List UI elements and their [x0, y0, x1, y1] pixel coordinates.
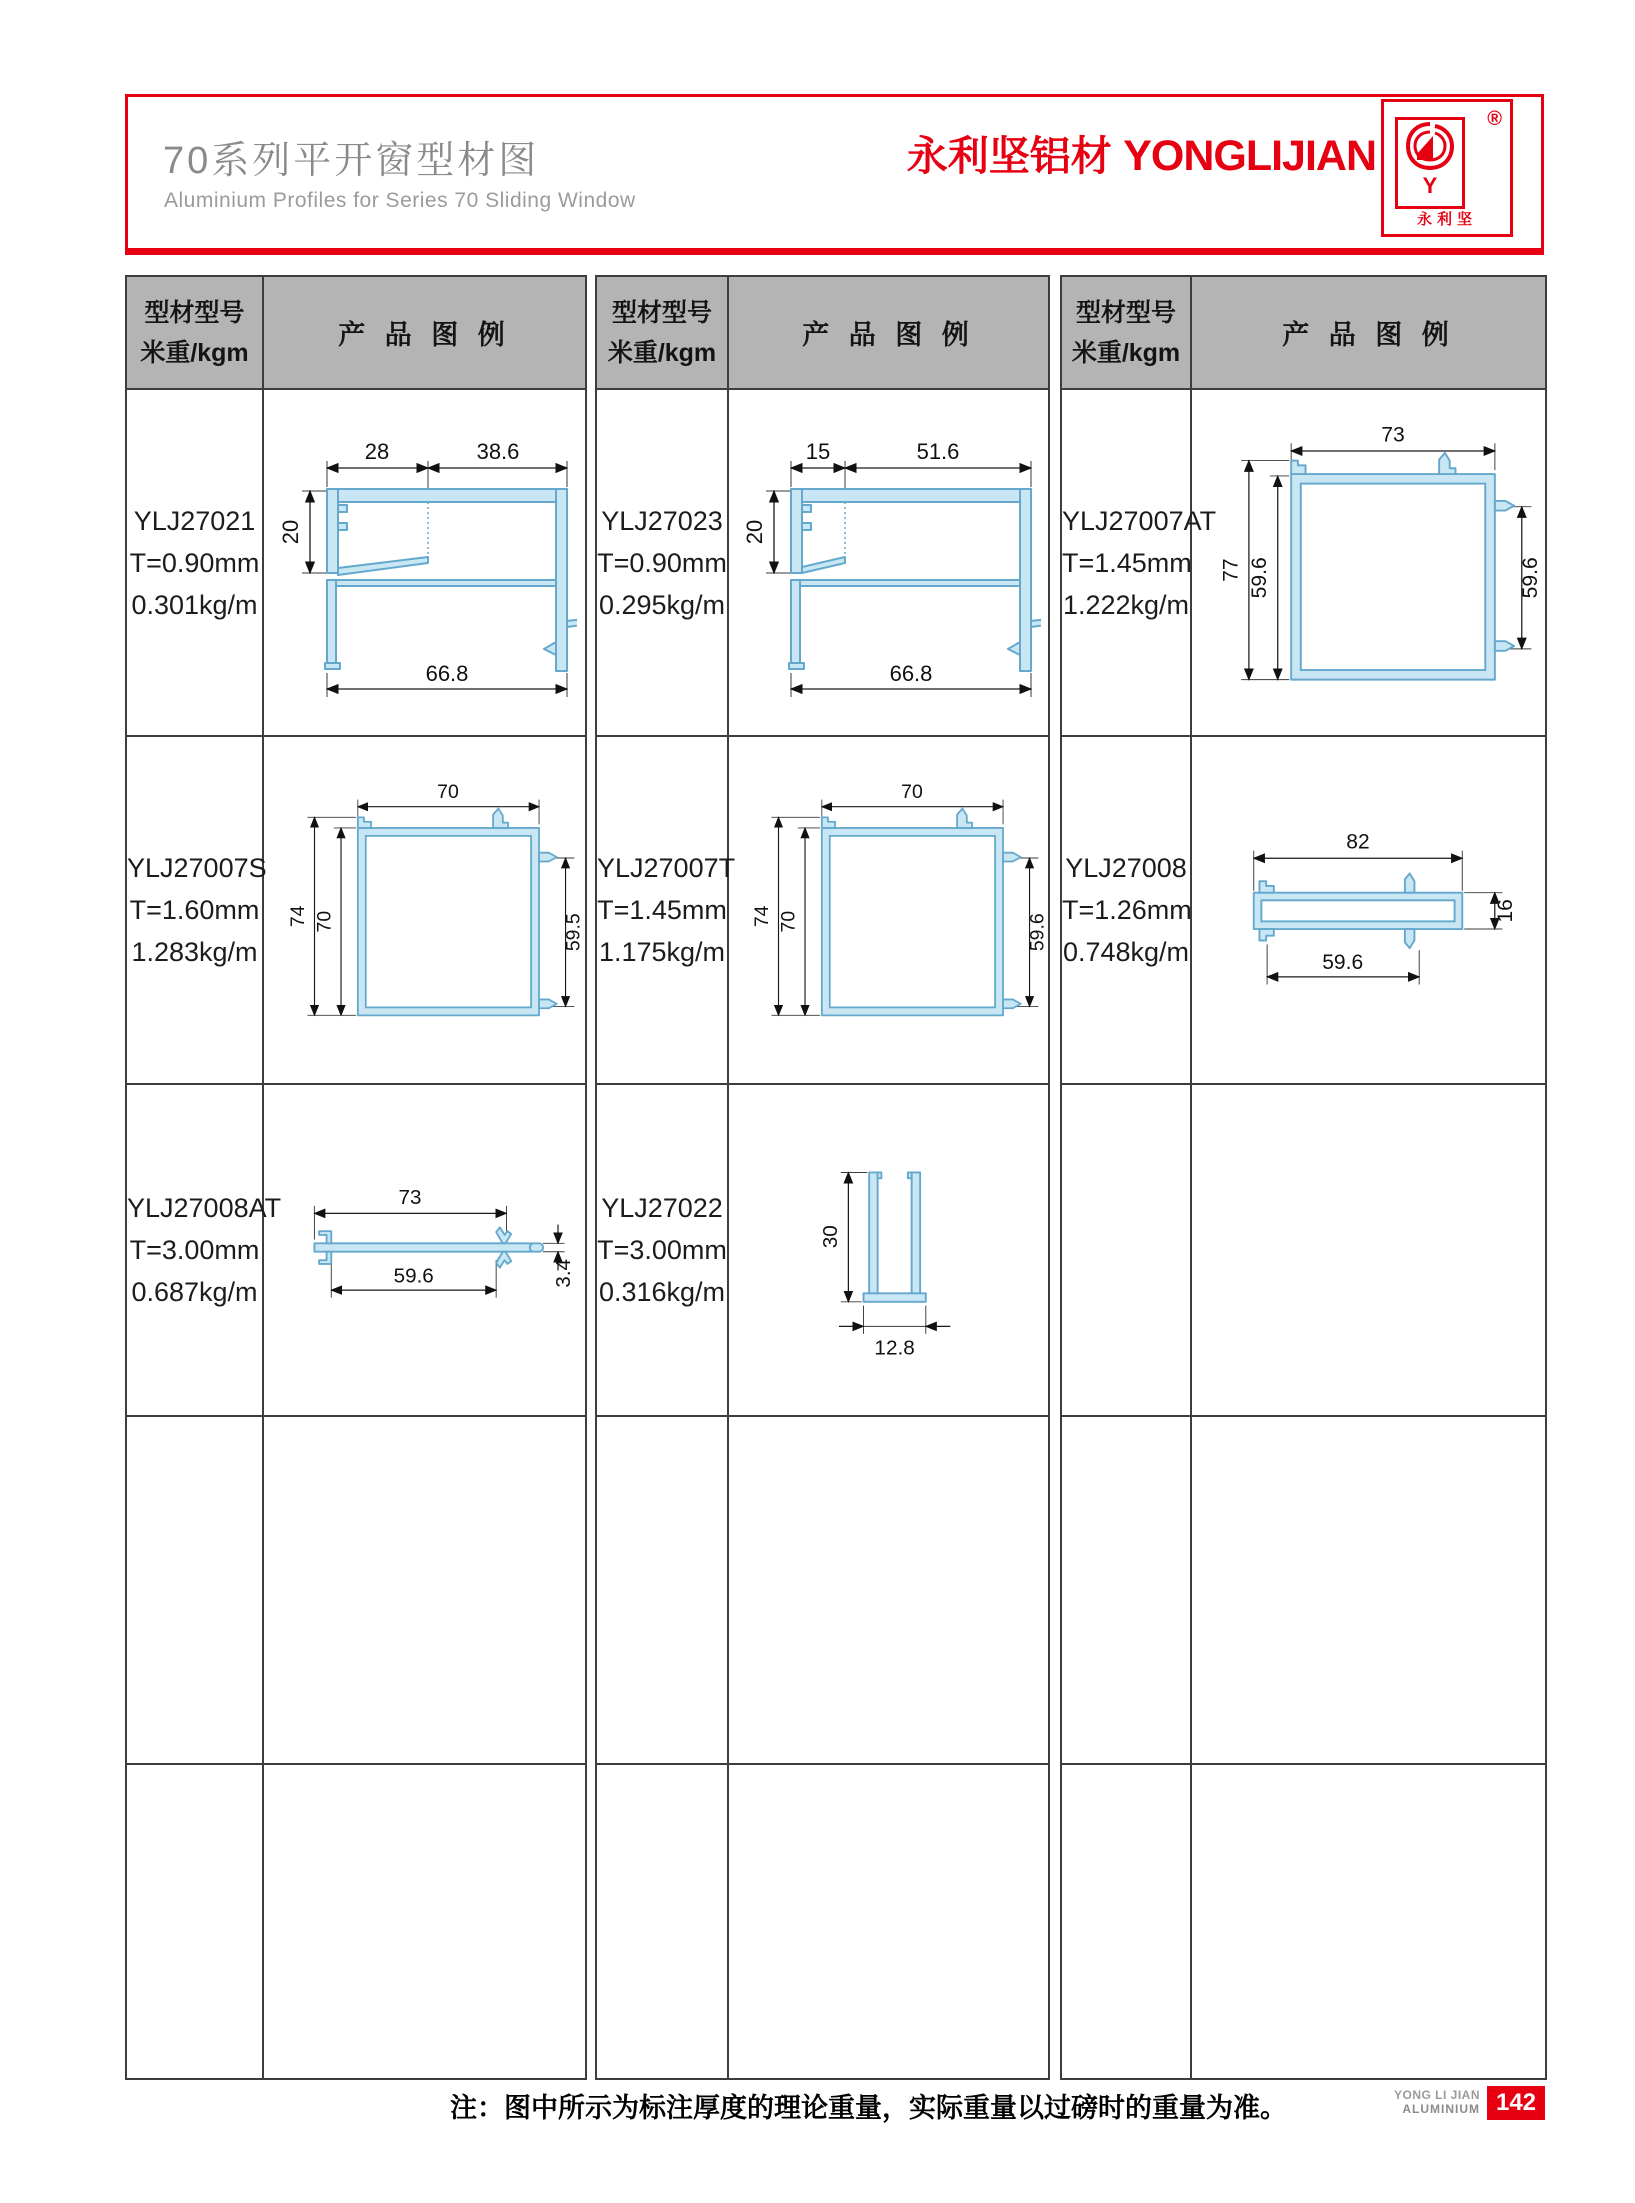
cell-r1c2-diagram	[728, 389, 1049, 736]
cell-r2c2-model: YLJ27007T T=1.45mm 1.175kg/m	[596, 736, 728, 1084]
brand-logo	[1381, 99, 1513, 237]
logo-swirl-icon	[1403, 120, 1457, 176]
cell-r5c2-model	[596, 1764, 728, 2079]
cell-r4c2-model	[596, 1416, 728, 1764]
cell-r2c2-diagram	[728, 736, 1049, 1084]
cell-r4c3-model	[1061, 1416, 1191, 1764]
dim-label: 74	[286, 905, 309, 928]
cell-r4c1-model	[126, 1416, 263, 1764]
dim-label: 73	[398, 1185, 422, 1209]
cell-r1c3-model: YLJ27007AT T=1.45mm 1.222kg/m	[1061, 389, 1191, 736]
cell-r2c1-model: YLJ27007S T=1.60mm 1.283kg/m	[126, 736, 263, 1084]
profile-table-group-3	[1060, 275, 1547, 2080]
logo-emblem	[1395, 117, 1465, 209]
cell-r1c2-model: YLJ27023 T=0.90mm 0.295kg/m	[596, 389, 728, 736]
registered-mark: ®	[1487, 108, 1502, 130]
header-diagram-column: 产 品 图 例	[728, 276, 1049, 389]
profile-diagram	[736, 413, 1041, 708]
cell-r5c1-model	[126, 1764, 263, 2079]
cell-r2c3-diagram	[1191, 736, 1546, 1084]
brand-text	[907, 123, 1376, 182]
dim-label: 15	[805, 438, 831, 464]
dim-label: 16	[1493, 899, 1517, 923]
profile-diagram	[272, 1159, 577, 1337]
dim-label: 12.8	[874, 1336, 915, 1360]
cell-r3c2-diagram	[728, 1084, 1049, 1416]
profile-diagram	[801, 1130, 976, 1366]
cell-r2c1-diagram	[263, 736, 586, 1084]
cell-r4c1-diagram	[263, 1416, 586, 1764]
profile-diagram	[265, 766, 585, 1049]
profile-diagram	[1195, 401, 1543, 720]
header-model-column: 型材型号 米重/kgm	[596, 276, 728, 389]
header-model-column: 型材型号 米重/kgm	[126, 276, 263, 389]
header-model-column: 型材型号 米重/kgm	[1061, 276, 1191, 389]
cell-r1c1-model: YLJ27021 T=0.90mm 0.301kg/m	[126, 389, 263, 736]
logo-caption: 永利坚	[1416, 211, 1477, 228]
dim-label: 30	[819, 1224, 843, 1248]
page-number-badge: 142	[1487, 2086, 1545, 2120]
cell-r1c3-diagram	[1191, 389, 1546, 736]
cell-r3c1-model: YLJ27008AT T=3.00mm 0.687kg/m	[126, 1084, 263, 1416]
profile-table-group-1	[125, 275, 587, 2080]
cell-r4c2-diagram	[728, 1416, 1049, 1764]
cell-r3c2-model: YLJ27022 T=3.00mm 0.316kg/m	[596, 1084, 728, 1416]
cell-r5c3-diagram	[1191, 1764, 1546, 2079]
dim-label: 59.6	[1026, 913, 1049, 952]
profile-table-group-2	[595, 275, 1050, 2080]
dim-label: 59.6	[1321, 951, 1363, 975]
dim-label: 82	[1345, 830, 1370, 854]
cell-r5c3-model	[1061, 1764, 1191, 2079]
dim-label: 66.8	[889, 660, 933, 686]
header	[125, 94, 1544, 255]
dim-label: 70	[777, 910, 800, 933]
cell-r1c1-diagram	[263, 389, 586, 736]
cell-r3c1-diagram	[263, 1084, 586, 1416]
dim-label: 59.6	[1247, 556, 1271, 598]
dim-label: 66.8	[425, 660, 469, 686]
header-diagram-column: 产 品 图 例	[263, 276, 586, 389]
dim-label: 70	[901, 780, 923, 803]
footer-brand-line1: YONG LI JIAN	[1393, 2088, 1480, 2102]
dim-label: 73	[1380, 422, 1405, 446]
header-diagram-column: 产 品 图 例	[1191, 276, 1546, 389]
dim-label: 59.6	[1518, 556, 1542, 598]
dim-label: 70	[312, 910, 335, 933]
dim-label: 28	[364, 438, 390, 464]
cell-r2c3-model: YLJ27008 T=1.26mm 0.748kg/m	[1061, 736, 1191, 1084]
profile-diagram	[1204, 795, 1534, 1020]
cell-r5c2-diagram	[728, 1764, 1049, 2079]
cell-r3c3-diagram	[1191, 1084, 1546, 1416]
dim-label: 77	[1218, 557, 1242, 582]
cell-r5c1-diagram	[263, 1764, 586, 2079]
dim-label: 70	[436, 780, 459, 803]
brand-cn: 永利坚铝材	[906, 133, 1112, 179]
dim-label: 74	[750, 905, 773, 928]
profile-diagram	[272, 413, 577, 708]
logo-letter: Y	[1422, 173, 1438, 198]
footnote: 注：图中所示为标注厚度的理论重量，实际重量以过磅时的重量为准。	[450, 2093, 1287, 2123]
dim-label: 59.6	[393, 1264, 434, 1288]
page-title: 70系列平开窗型材图	[163, 140, 540, 182]
dim-label: 3.4	[552, 1258, 576, 1288]
cell-r3c3-model	[1061, 1084, 1191, 1416]
dim-label: 38.6	[476, 438, 520, 464]
brand-en: YONGLIJIAN	[1123, 132, 1376, 180]
footer-brand-line2: ALUMINIUM	[1402, 2102, 1480, 2116]
page-subtitle: Aluminium Profiles for Series 70 Sliding Window	[164, 189, 636, 212]
dim-label: 20	[742, 519, 767, 544]
footer-brand	[1360, 2088, 1480, 2116]
profile-diagram	[729, 766, 1049, 1049]
dim-label: 20	[278, 519, 303, 544]
cell-r4c3-diagram	[1191, 1416, 1546, 1764]
dim-label: 59.5	[562, 913, 585, 952]
dim-label: 51.6	[916, 438, 960, 464]
